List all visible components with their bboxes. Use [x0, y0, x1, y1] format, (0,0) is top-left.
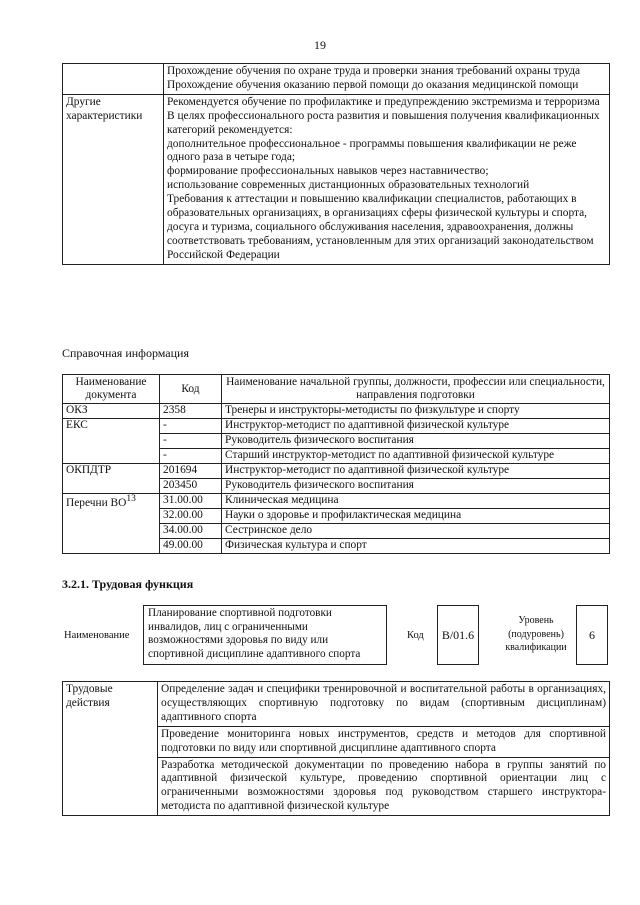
- name-cell: Сестринское дело: [222, 524, 610, 539]
- table-row: [63, 404, 610, 419]
- table-row: [63, 494, 610, 509]
- labor-actions-table: [62, 681, 610, 816]
- doc-cell: ОКЗ: [63, 404, 160, 419]
- doc-cell: ОКПДТР: [63, 464, 160, 494]
- actions-label: Трудовые действия: [63, 682, 158, 816]
- code-cell: 32.00.00: [160, 509, 222, 524]
- table-row: [63, 464, 610, 479]
- function-name-label: Наименование: [64, 630, 130, 641]
- code-cell: 31.00.00: [160, 494, 222, 509]
- page-number: 19: [314, 38, 326, 52]
- row-label: [63, 64, 164, 95]
- qualification-level-label: Уровень (подуровень) квалификации: [505, 615, 567, 653]
- code-cell: -: [160, 434, 222, 449]
- name-cell: Инструктор-методист по адаптивной физической культуре: [222, 419, 610, 434]
- content-line: Прохождение обучения по охране труда и проверки знания требований охраны труда: [167, 65, 581, 77]
- row-content: [164, 94, 610, 264]
- content-line: Рекомендуется обучение по профилактике и предупреждению экстремизма и терроризма: [167, 95, 600, 108]
- header-name: Наименование начальной группы, должности, профессии или специальности, направления подготовки: [222, 375, 610, 404]
- action-item: Определение задач и специфики тренировочной и воспитательной работы в организациях, осуществляющих спортивную подготовку по видам (спортивным дисциплинам) адаптивного спорта: [158, 682, 610, 727]
- name-cell: Науки о здоровье и профилактическая медицина: [222, 509, 610, 524]
- table-header-row: [63, 375, 610, 404]
- reference-table: [62, 374, 610, 554]
- reference-title: Справочная информация: [62, 346, 189, 360]
- header-doc: Наименование документа: [63, 375, 160, 404]
- code-cell: 201694: [160, 464, 222, 479]
- action-item: Проведение мониторинга новых инструментов, средств и методов для спортивной подготовки по виду или спортивной дисциплине адаптивного спорта: [158, 726, 610, 757]
- content-line: Требования к аттестации и повышению квалификации специалистов, работающих в образовательных организациях, в организациях сферы физической культуры и спорта, досуга и туризма, социального обслуживания населения, здравоохранения, должны соответствовать требованиям, установленным для этих организаций законодательством Российской Федерации: [167, 193, 594, 261]
- code-cell: -: [160, 449, 222, 464]
- code-cell: 49.00.00: [160, 539, 222, 554]
- function-code-label: Код: [407, 630, 424, 641]
- function-name-value: Планирование спортивной подготовки инвалидов, лиц с ограниченными возможностями здоровья по виду или спортивной дисциплине адаптивного спорта: [143, 605, 387, 665]
- code-cell: -: [160, 419, 222, 434]
- name-cell: Руководитель физического воспитания: [222, 434, 610, 449]
- header-code: Код: [160, 375, 222, 404]
- action-item: Разработка методической документации по проведению набора в группы занятий по адаптивной физической культуре, проведению спортивной ориентации лиц с ограниченными возможностями здоровья под руководством старшего инструктора-методиста по адаптивной физической культуре: [158, 757, 610, 816]
- content-line: использование современных дистанционных образовательных технологий: [167, 179, 530, 192]
- code-cell: 203450: [160, 479, 222, 494]
- doc-cell: ЕКС: [63, 419, 160, 464]
- name-cell: Руководитель физического воспитания: [222, 479, 610, 494]
- requirements-table: [62, 63, 610, 265]
- row-label: Другие характеристики: [63, 94, 164, 264]
- table-row: [63, 682, 610, 727]
- name-cell: Клиническая медицина: [222, 494, 610, 509]
- name-cell: Старший инструктор-методист по адаптивной физической культуре: [222, 449, 610, 464]
- table-row: [63, 64, 610, 95]
- content-line: дополнительное профессиональное - программы повышения квалификации не реже одного раза в четыре года;: [167, 137, 577, 164]
- name-cell: Инструктор-методист по адаптивной физической культуре: [222, 464, 610, 479]
- content-line: Прохождение обучения оказанию первой помощи до оказания медицинской помощи: [167, 78, 579, 91]
- name-cell: Тренеры и инструкторы-методисты по физкультуре и спорту: [222, 404, 610, 419]
- table-row: [63, 419, 610, 434]
- doc-cell: [63, 494, 160, 554]
- content-line: формирование профессиональных навыков через наставничество;: [167, 165, 489, 178]
- table-row: [63, 94, 610, 264]
- content-line: В целях профессионального роста развития и повышения получения квалификационных категорий рекомендуется:: [167, 109, 600, 136]
- qualification-level-value: 6: [576, 605, 608, 665]
- doc-name: Перечни ВО: [66, 497, 127, 510]
- code-cell: 34.00.00: [160, 524, 222, 539]
- footnote-marker: 13: [126, 494, 136, 505]
- name-cell: Физическая культура и спорт: [222, 539, 610, 554]
- section-title: 3.2.1. Трудовая функция: [62, 577, 194, 591]
- row-content: [164, 64, 610, 95]
- function-code-value: B/01.6: [437, 605, 479, 665]
- code-cell: 2358: [160, 404, 222, 419]
